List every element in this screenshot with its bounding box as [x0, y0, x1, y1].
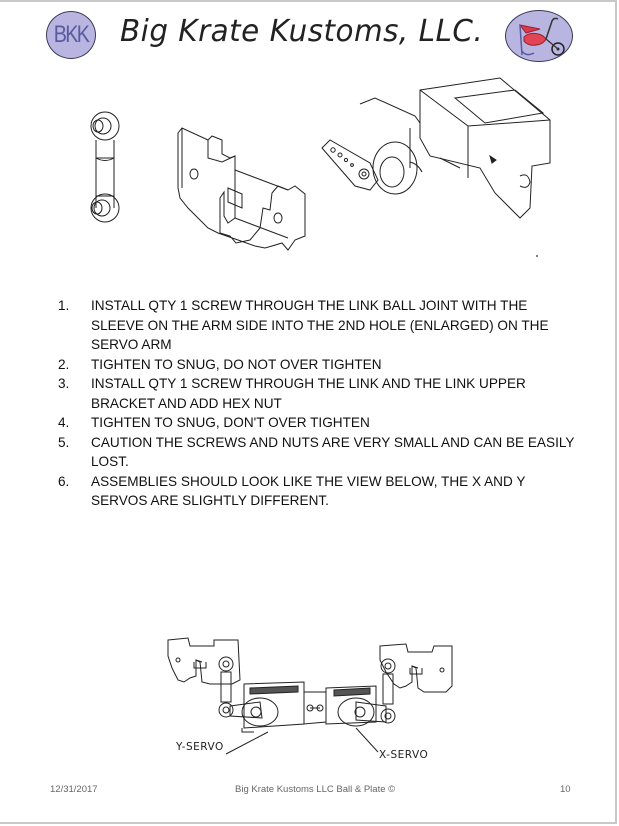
footer-title: Big Krate Kustoms LLC Ball & Plate © [235, 784, 396, 795]
stray-dot [536, 255, 538, 257]
step-number: 1. [58, 298, 70, 313]
step-number: 5. [58, 434, 70, 450]
step-item [58, 413, 578, 433]
page-header [0, 2, 619, 68]
bicycle-logo-icon [505, 10, 573, 62]
x-servo-label: X-SERVO [379, 749, 429, 761]
assembly-view-illustration [150, 632, 470, 772]
step-item [58, 296, 578, 355]
step-item [58, 374, 578, 413]
step-text: INSTALL QTY 1 SCREW THROUGH THE LINK AND THE LINK UPPER BRACKET AND ADD HEX NUT [91, 376, 526, 411]
footer-date: 12/31/2017 [50, 784, 98, 795]
upper-bracket-icon [178, 128, 305, 250]
step-item [58, 355, 578, 375]
footer-page-number: 10 [560, 784, 571, 795]
bkk-logo [46, 11, 96, 59]
step-number: 6. [58, 473, 70, 489]
instruction-steps [58, 296, 578, 511]
step-text: ASSEMBLIES SHOULD LOOK LIKE THE VIEW BELOW, THE X AND Y SERVOS ARE SLIGHTLY DIFFERENT. [91, 473, 526, 508]
step-number: 2. [58, 356, 70, 372]
step-item [58, 433, 578, 472]
bkk-logo-text: BKK [53, 21, 89, 48]
step-text: TIGHTEN TO SNUG, DON'T OVER TIGHTEN [91, 415, 370, 430]
y-servo-label: Y-SERVO [176, 741, 224, 753]
step-item [58, 472, 578, 511]
step-text: INSTALL QTY 1 SCREW THROUGH THE LINK BALL JOINT WITH THE SLEEVE ON THE ARM SIDE INTO THE 2ND HOLE (ENLARGED) ON THE SERVO ARM [91, 298, 549, 352]
step-number: 3. [58, 376, 70, 391]
step-number: 4. [58, 415, 70, 430]
company-name: Big Krate Kustoms, LLC. [120, 14, 484, 49]
link-rod-icon [91, 112, 119, 222]
parts-illustration [60, 68, 560, 268]
step-text: TIGHTEN TO SNUG, DO NOT OVER TIGHTEN [91, 356, 382, 372]
servo-with-arm-icon [322, 78, 550, 218]
step-text: CAUTION THE SCREWS AND NUTS ARE VERY SMALL AND CAN BE EASILY LOST. [91, 434, 575, 469]
